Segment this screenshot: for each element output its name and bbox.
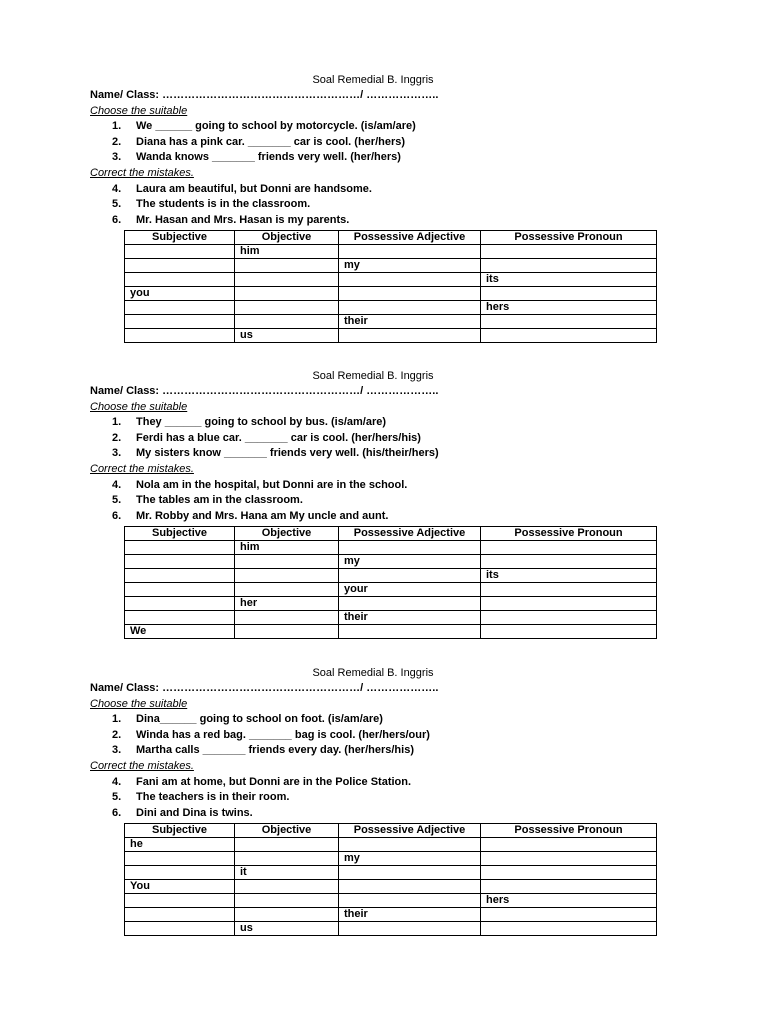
table-cell-possessive-pronoun [481,259,657,273]
table-cell-objective [235,259,339,273]
table-cell-possessive-pronoun [481,922,657,936]
question-item [90,712,656,728]
section-heading-correct: Correct the mistakes. [90,759,194,772]
table-cell-subjective [125,894,235,908]
table-cell-objective [235,625,339,639]
table-cell-subjective [125,301,235,315]
column-header-possessive-adjective: Possessive Adjective [339,231,481,245]
question-text: Fani am at home, but Donni are in the Police Station. [136,775,412,788]
table-cell-possessive-adjective: my [339,852,481,866]
table-cell-possessive-pronoun [481,611,657,625]
question-number: 5. [112,198,122,211]
column-header-objective: Objective [235,231,339,245]
table-cell-possessive-pronoun [481,908,657,922]
question-text: Dina______ going to school on foot. (is/am/are) [136,713,383,726]
table-cell-possessive-adjective [339,894,481,908]
question-text: Mr. Robby and Mrs. Hana am My uncle and aunt. [136,509,389,522]
table-cell-subjective [125,597,235,611]
question-list [90,119,656,166]
question-list [90,182,656,229]
table-cell-subjective [125,908,235,922]
table-cell-possessive-adjective [339,287,481,301]
table-cell-objective [235,908,339,922]
table-row [125,894,657,908]
table-cell-possessive-adjective: their [339,908,481,922]
column-header-objective: Objective [235,824,339,838]
table-cell-subjective [125,245,235,259]
table-cell-objective [235,569,339,583]
table-row [125,597,657,611]
worksheet-title: Soal Remedial B. Inggris [312,74,434,86]
table-cell-possessive-pronoun [481,315,657,329]
question-text: We ______ going to school by motorcycle. (is/am/are) [136,120,416,133]
question-list [90,415,656,462]
table-cell-possessive-adjective [339,245,481,259]
question-number: 5. [112,494,122,507]
table-cell-possessive-adjective: their [339,611,481,625]
table-cell-subjective [125,611,235,625]
question-item [90,150,656,166]
table-row [125,273,657,287]
table-cell-possessive-pronoun [481,866,657,880]
table-cell-subjective: We [125,625,235,639]
table-cell-objective [235,838,339,852]
question-text: Wanda knows _______ friends very well. (her/hers) [136,151,401,164]
worksheet-title: Soal Remedial B. Inggris [312,370,434,382]
table-cell-possessive-pronoun [481,329,657,343]
section-heading-choose: Choose the suitable [90,400,188,413]
question-list [90,478,656,525]
question-item [90,775,656,791]
section-heading-correct: Correct the mistakes. [90,166,194,179]
section-heading-correct: Correct the mistakes. [90,462,194,475]
table-row [125,838,657,852]
column-header-possessive-adjective: Possessive Adjective [339,527,481,541]
question-text: My sisters know _______ friends very well. (his/their/hers) [136,447,439,460]
question-number: 3. [112,744,122,757]
table-cell-objective [235,315,339,329]
table-cell-objective: him [235,245,339,259]
question-number: 3. [112,151,122,164]
question-item [90,728,656,744]
question-number: 6. [112,509,122,522]
table-cell-possessive-adjective: your [339,583,481,597]
column-header-objective: Objective [235,527,339,541]
question-text: Laura am beautiful, but Donni are handsome. [136,182,372,195]
table-cell-subjective: you [125,287,235,301]
table-cell-subjective [125,315,235,329]
table-cell-objective [235,273,339,287]
table-cell-subjective [125,922,235,936]
table-cell-possessive-pronoun: its [481,569,657,583]
table-cell-possessive-pronoun [481,880,657,894]
table-cell-possessive-adjective [339,597,481,611]
question-number: 6. [112,213,122,226]
question-item [90,493,656,509]
table-header-row [125,824,657,838]
table-cell-possessive-adjective [339,922,481,936]
table-cell-possessive-adjective [339,329,481,343]
question-text: The tables am in the classroom. [136,494,303,507]
name-class-line: Name/ Class: ………………………………………………/ ……………….. [90,385,439,397]
question-number: 5. [112,791,122,804]
question-number: 2. [112,431,122,444]
question-list [90,775,656,822]
question-item [90,213,656,229]
table-cell-possessive-adjective [339,569,481,583]
question-item [90,509,656,525]
question-text: Winda has a red bag. _______ bag is cool. (her/hers/our) [136,728,430,741]
question-item [90,415,656,431]
table-cell-subjective [125,273,235,287]
table-cell-objective: her [235,597,339,611]
table-cell-objective [235,583,339,597]
table-row [125,245,657,259]
table-cell-possessive-pronoun [481,625,657,639]
table-cell-possessive-pronoun [481,852,657,866]
table-cell-possessive-adjective: my [339,555,481,569]
table-cell-possessive-adjective [339,541,481,555]
table-cell-objective: us [235,329,339,343]
question-number: 1. [112,416,122,429]
question-item [90,431,656,447]
worksheet-title: Soal Remedial B. Inggris [312,667,434,679]
table-cell-possessive-pronoun [481,583,657,597]
table-cell-objective: it [235,866,339,880]
question-item [90,119,656,135]
question-number: 4. [112,182,122,195]
table-cell-subjective [125,866,235,880]
question-text: They ______ going to school by bus. (is/am/are) [136,416,387,429]
table-cell-objective: him [235,541,339,555]
table-header-row [125,231,657,245]
quiz-section [90,72,656,343]
table-cell-subjective [125,541,235,555]
table-header-row [125,527,657,541]
table-cell-possessive-pronoun: its [481,273,657,287]
table-row [125,287,657,301]
column-header-subjective: Subjective [125,824,235,838]
question-text: Dini and Dina is twins. [136,806,253,819]
table-cell-possessive-adjective [339,273,481,287]
question-number: 1. [112,713,122,726]
table-row [125,555,657,569]
question-number: 3. [112,447,122,460]
table-cell-subjective: You [125,880,235,894]
table-cell-subjective [125,329,235,343]
question-text: Mr. Hasan and Mrs. Hasan is my parents. [136,213,350,226]
column-header-possessive-pronoun: Possessive Pronoun [481,824,657,838]
table-cell-objective [235,301,339,315]
table-cell-possessive-pronoun [481,287,657,301]
table-cell-objective: us [235,922,339,936]
pronoun-table [124,823,657,936]
table-row [125,569,657,583]
table-cell-objective [235,611,339,625]
table-cell-possessive-pronoun [481,555,657,569]
table-cell-possessive-pronoun: hers [481,301,657,315]
table-cell-subjective [125,259,235,273]
table-row [125,866,657,880]
table-row [125,625,657,639]
table-row [125,541,657,555]
question-item [90,182,656,198]
table-cell-subjective [125,555,235,569]
table-row [125,880,657,894]
pronoun-table [124,230,657,343]
question-item [90,478,656,494]
table-cell-objective [235,894,339,908]
table-row [125,315,657,329]
question-text: Ferdi has a blue car. _______ car is cool. (her/hers/his) [136,431,421,444]
table-cell-possessive-adjective [339,625,481,639]
column-header-possessive-adjective: Possessive Adjective [339,824,481,838]
question-number: 4. [112,478,122,491]
table-cell-possessive-adjective: their [339,315,481,329]
question-item [90,197,656,213]
table-cell-possessive-adjective: my [339,259,481,273]
table-cell-possessive-pronoun: hers [481,894,657,908]
table-cell-possessive-adjective [339,880,481,894]
table-cell-objective [235,555,339,569]
section-heading-choose: Choose the suitable [90,697,188,710]
table-cell-subjective: he [125,838,235,852]
column-header-subjective: Subjective [125,231,235,245]
table-cell-subjective [125,852,235,866]
table-cell-objective [235,287,339,301]
column-header-subjective: Subjective [125,527,235,541]
table-cell-subjective [125,583,235,597]
question-text: Nola am in the hospital, but Donni are in the school. [136,478,408,491]
quiz-section [90,665,656,936]
table-row [125,922,657,936]
table-row [125,329,657,343]
table-cell-possessive-adjective [339,301,481,315]
column-header-possessive-pronoun: Possessive Pronoun [481,527,657,541]
question-text: Martha calls _______ friends every day. (her/hers/his) [136,744,414,757]
table-cell-possessive-pronoun [481,541,657,555]
question-number: 2. [112,728,122,741]
table-row [125,583,657,597]
table-cell-objective [235,880,339,894]
table-cell-possessive-pronoun [481,597,657,611]
table-cell-possessive-adjective [339,866,481,880]
question-item [90,135,656,151]
question-number: 4. [112,775,122,788]
question-item [90,790,656,806]
question-list [90,712,656,759]
column-header-possessive-pronoun: Possessive Pronoun [481,231,657,245]
question-item [90,806,656,822]
name-class-line: Name/ Class: ………………………………………………/ ……………….. [90,682,439,694]
table-cell-possessive-adjective [339,838,481,852]
question-item [90,743,656,759]
question-item [90,446,656,462]
table-cell-subjective [125,569,235,583]
question-number: 2. [112,135,122,148]
question-text: The students is in the classroom. [136,198,311,211]
pronoun-table [124,526,657,639]
section-heading-choose: Choose the suitable [90,104,188,117]
name-class-line: Name/ Class: ………………………………………………/ ……………….. [90,89,439,101]
question-text: The teachers is in their room. [136,791,290,804]
table-row [125,852,657,866]
quiz-section [90,368,656,639]
table-row [125,611,657,625]
table-row [125,259,657,273]
table-row [125,908,657,922]
table-cell-objective [235,852,339,866]
table-row [125,301,657,315]
table-cell-possessive-pronoun [481,245,657,259]
question-text: Diana has a pink car. _______ car is cool. (her/hers) [136,135,406,148]
table-cell-possessive-pronoun [481,838,657,852]
question-number: 1. [112,120,122,133]
question-number: 6. [112,806,122,819]
